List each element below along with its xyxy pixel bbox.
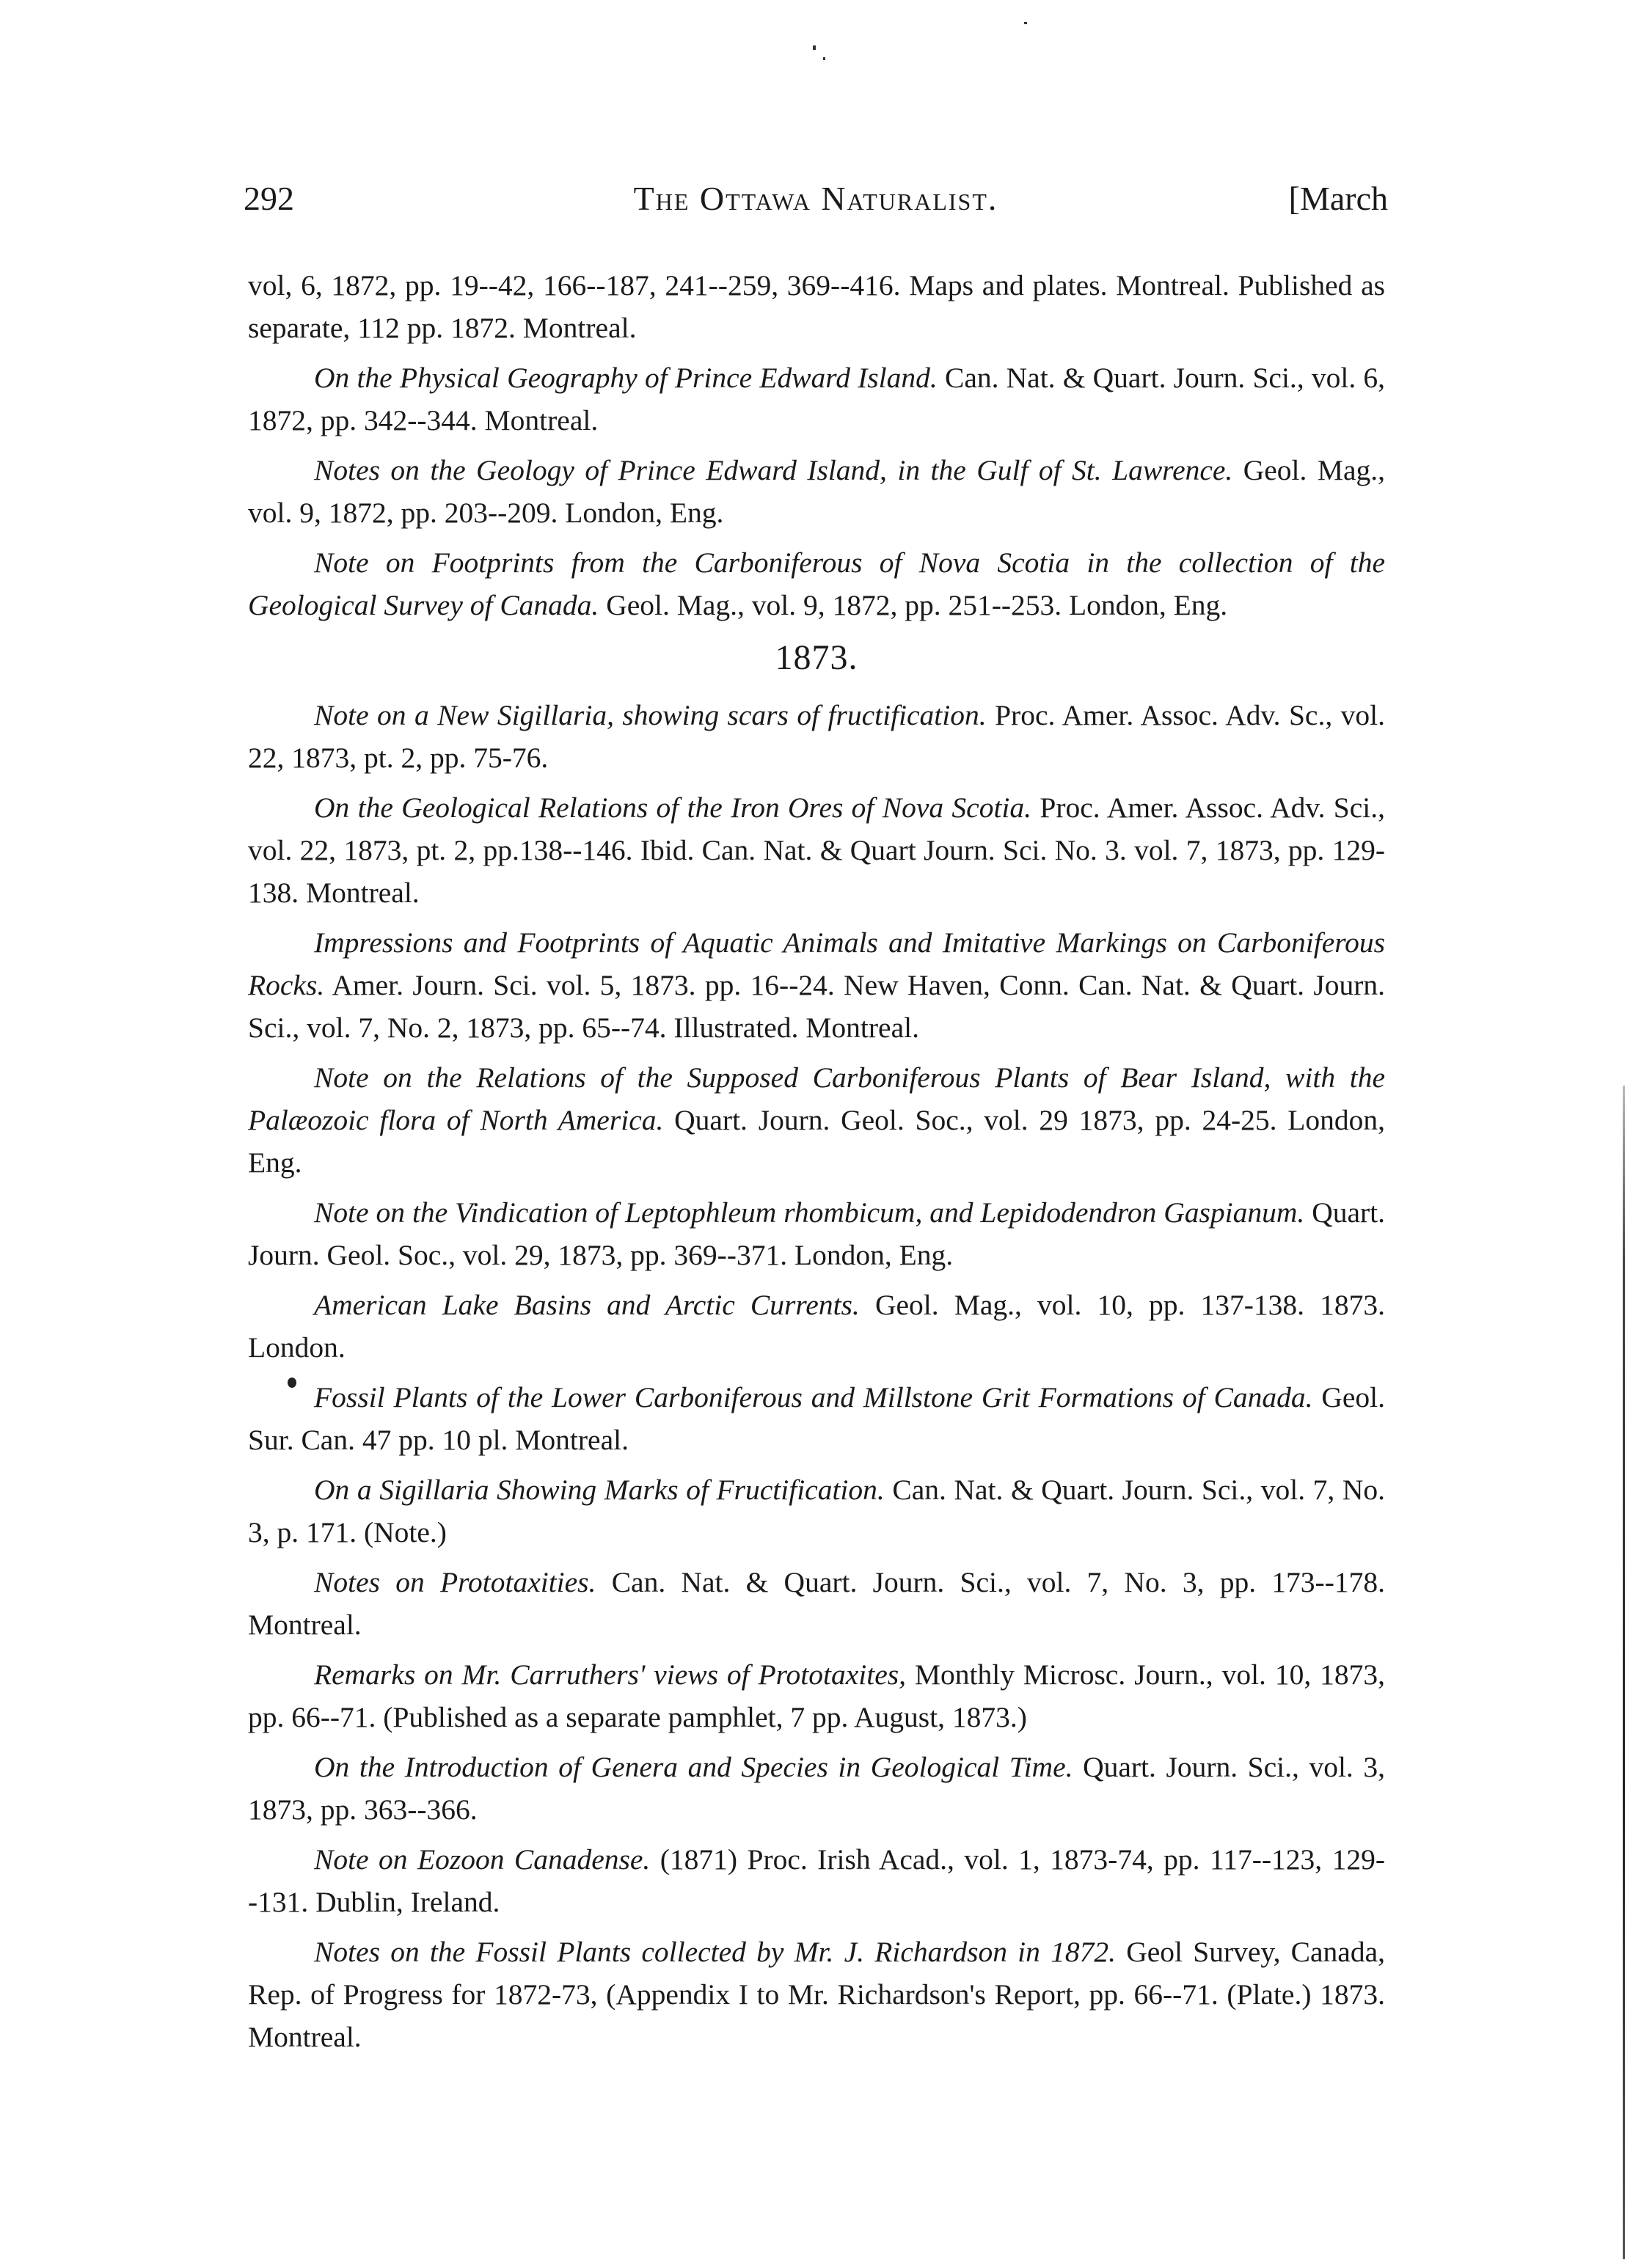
month-label: [March xyxy=(1288,180,1388,217)
entry-title: On the Introduction of Genera and Species in Geological Time. xyxy=(314,1751,1073,1783)
entry-citation: Quart. Journ. Sci., vol. 3, 1873, pp. 363--366. xyxy=(248,1751,1385,1826)
bibliography-entry xyxy=(248,1191,1385,1276)
entry-citation: Geol. Mag., vol. 10, pp. 137-138. 1873. London. xyxy=(248,1289,1386,1364)
running-header xyxy=(244,173,1388,224)
entry-title: Notes on the Fossil Plants collected by Mr. J. Richardson in 1872. xyxy=(314,1936,1116,1968)
entry-citation: Monthly Microsc. Journ., vol. 10, 1873, pp. 66--71. (Published as a separate pamphlet, 7 pp. August, 1873.) xyxy=(248,1658,1386,1733)
bibliography-entry xyxy=(248,1653,1385,1738)
entry-title: Impressions and Footprints of Aquatic Animals and Imitative Markings on Carboniferous Rocks. xyxy=(248,926,1385,1001)
entry-title: Note on Footprints from the Carboniferous of Nova Scotia in the collection of the Geological Survey of Canada. xyxy=(248,546,1385,621)
entry-citation: Geol. Mag., vol. 9, 1872, pp. 203--209. London, Eng. xyxy=(248,454,1386,529)
bibliography-entry xyxy=(248,1056,1385,1184)
bibliography-entry xyxy=(248,541,1385,626)
entry-citation: Proc. Amer. Assoc. Adv. Sc., vol. 22, 1873, pt. 2, pp. 75-76. xyxy=(248,699,1385,774)
entry-citation: Amer. Journ. Sci. vol. 5, 1873. pp. 16--24. New Haven, Conn. Can. Nat. & Quart. Journ. Sci., vol. 7, No. 2, 1873, pp. 65--74. Illustrated. Montreal. xyxy=(248,969,1385,1044)
scan-speck-mark xyxy=(823,57,825,60)
entry-title: Note on Eozoon Canadense. xyxy=(314,1843,651,1876)
bibliography-entry xyxy=(248,694,1385,779)
entry-title: Fossil Plants of the Lower Carboniferous and Millstone Grit Formations of Canada. xyxy=(314,1381,1313,1413)
journal-title: The Ottawa Naturalist. xyxy=(633,180,998,217)
bibliography-entry xyxy=(248,449,1385,534)
entry-title: On a Sigillaria Showing Marks of Fructification. xyxy=(314,1474,885,1506)
bibliography-entry xyxy=(248,264,1385,349)
bibliography-entry xyxy=(248,1746,1385,1831)
bibliography-entry xyxy=(248,1931,1385,2058)
entry-citation: Can. Nat. & Quart. Journ. Sci., vol. 7, No. 3, p. 171. (Note.) xyxy=(248,1474,1386,1548)
bibliography-entry xyxy=(248,1376,1385,1461)
entry-title: American Lake Basins and Arctic Currents. xyxy=(314,1289,860,1321)
entry-citation: Geol. Mag., vol. 9, 1872, pp. 251--253. London, Eng. xyxy=(606,589,1228,621)
entry-title: On the Physical Geography of Prince Edward Island. xyxy=(314,362,938,394)
scan-speck-mark xyxy=(1024,22,1027,24)
entry-title: Note on the Vindication of Leptophleum rhombicum, and Lepidodendron Gaspianum. xyxy=(314,1196,1305,1229)
bibliography-entry xyxy=(248,921,1385,1049)
entry-citation: Can. Nat. & Quart. Journ. Sci., vol. 6, 1872, pp. 342--344. Montreal. xyxy=(248,362,1386,436)
entry-citation: Geol Survey, Canada, Rep. of Progress for 1872-73, (Appendix I to Mr. Richardson's Report, pp. 66--71. (Plate.) 1873. Montreal. xyxy=(248,1936,1385,2053)
entry-title: Notes on Prototaxities. xyxy=(314,1566,596,1598)
entry-title: Remarks on Mr. Carruthers' views of Prototaxites, xyxy=(314,1658,906,1691)
bullet-mark xyxy=(288,1378,296,1388)
bibliography-entry xyxy=(248,1561,1385,1646)
bibliography-entry xyxy=(248,1284,1385,1369)
entry-title: On the Geological Relations of the Iron Ores of Nova Scotia. xyxy=(314,791,1032,824)
scan-speck-mark xyxy=(813,45,816,50)
entry-citation: Can. Nat. & Quart. Journ. Sci., vol. 7, No. 3, pp. 173--178. Montreal. xyxy=(248,1566,1385,1641)
entry-title: Notes on the Geology of Prince Edward Island, in the Gulf of St. Lawrence. xyxy=(314,454,1233,486)
bibliography-body xyxy=(248,264,1385,2066)
year-heading: 1873. xyxy=(775,638,858,677)
entry-title: Note on the Relations of the Supposed Carboniferous Plants of Bear Island, with the Palæozoic flora of North America. xyxy=(248,1061,1385,1136)
bibliography-entry xyxy=(248,1468,1385,1554)
entry-citation: Quart. Journ. Geol. Soc., vol. 29, 1873, pp. 369--371. London, Eng. xyxy=(248,1196,1385,1271)
binding-edge-line xyxy=(1623,1086,1625,2259)
entry-citation: Proc. Amer. Assoc. Adv. Sci., vol. 22, 1873, pt. 2, pp.138--146. Ibid. Can. Nat. & Quart Journ. Sci. No. 3. vol. 7, 1873, pp. 129-138. Montreal. xyxy=(248,791,1386,909)
entry-citation: Quart. Journ. Geol. Soc., vol. 29 1873, pp. 24-25. London, Eng. xyxy=(248,1104,1386,1179)
entry-title: Note on a New Sigillaria, showing scars of fructification. xyxy=(314,699,987,731)
bibliography-entry xyxy=(248,356,1385,442)
entry-citation: vol, 6, 1872, pp. 19--42, 166--187, 241--259, 369--416. Maps and plates. Montreal. Published as separate, 112 pp. 1872. Montreal. xyxy=(248,269,1385,344)
entry-citation: (1871) Proc. Irish Acad., vol. 1, 1873-74, pp. 117--123, 129--131. Dublin, Ireland. xyxy=(248,1843,1385,1918)
entry-citation: Geol. Sur. Can. 47 pp. 10 pl. Montreal. xyxy=(248,1381,1386,1456)
page-number: 292 xyxy=(244,180,294,217)
bibliography-entry xyxy=(248,786,1385,914)
bibliography-entry xyxy=(248,1838,1385,1923)
